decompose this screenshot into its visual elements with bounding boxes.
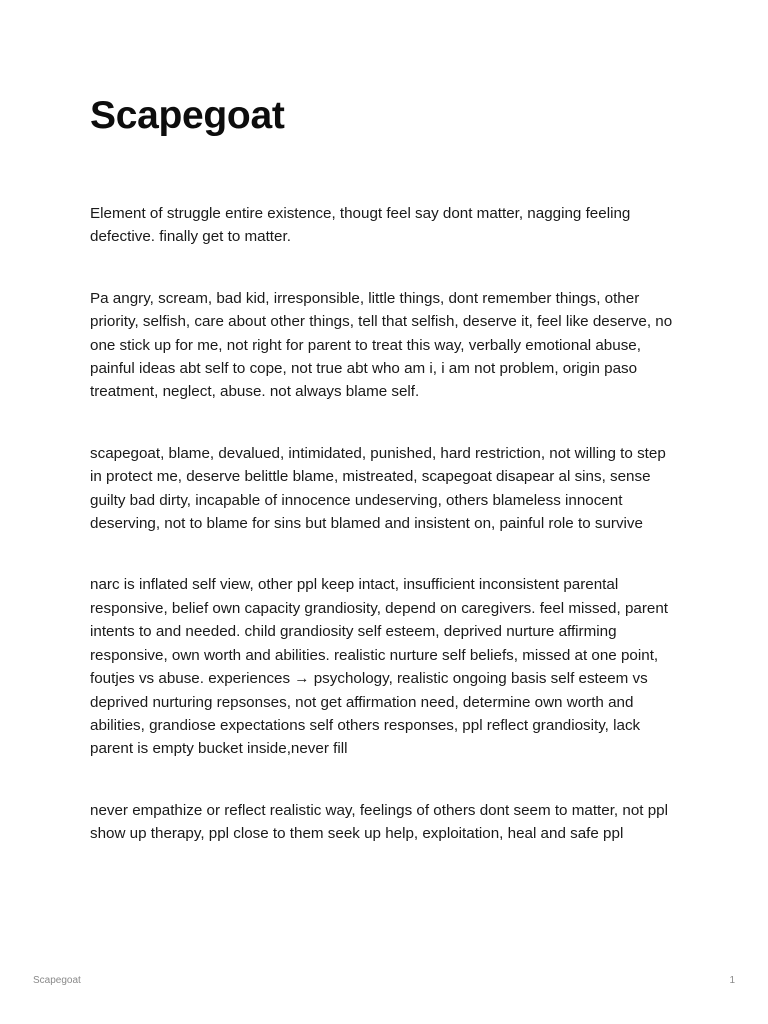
paragraph-3: scapegoat, blame, devalued, intimidated, punished, hard restriction, not willing to step in protect me, deserve belittle blame, mistreated, scapegoat disapear al sins, sense guilty bad dirty, incapable of innocence undeserving, others blameless innocent deserving, not to blame for sins but blamed and insistent on, painful role to survive [90, 444, 666, 533]
paragraph-5: never empathize or reflect realistic way, feelings of others dont seem to matter, not ppl show up therapy, ppl close to them seek up help, exploitation, heal and safe ppl [90, 801, 668, 843]
paragraph-4: narc is inflated self view, other ppl keep intact, insufficient inconsistent parental responsive, belief own capacity grandiosity, depend on caregivers. feel missed, parent intents to and needed. child grandiosity self esteem, deprived nurture affirming responsive, own worth and abilities. realistic nurture self beliefs, missed at one point, foutjes vs abuse. experiences → psychology, realistic ongoing basis self esteem vs deprived nurturing repsonses, not get affirmation need, determine own worth and abilities, grandiose expectations self others responses, ppl reflect grandiosity, lack parent is empty bucket inside,never fill [90, 576, 669, 758]
page-title: Scapegoat [90, 94, 285, 137]
paragraph-1: Element of struggle entire existence, thougt feel say dont matter, nagging feeling defective. finally get to matter. [90, 205, 631, 246]
page-number: 1 [729, 975, 735, 986]
document-body [90, 202, 680, 884]
paragraph-2: Pa angry, scream, bad kid, irresponsible, little things, dont remember things, other priority, selfish, care about other things, tell that selfish, deserve it, feel like deserve, no one stick up for me, not right for parent to treat this way, verbally emotional abuse, painful ideas abt self to cope, not true abt who am i, i am not problem, origin paso treatment, neglect, abuse. not always blame self. [90, 289, 673, 401]
footer-title: Scapegoat [33, 975, 81, 986]
